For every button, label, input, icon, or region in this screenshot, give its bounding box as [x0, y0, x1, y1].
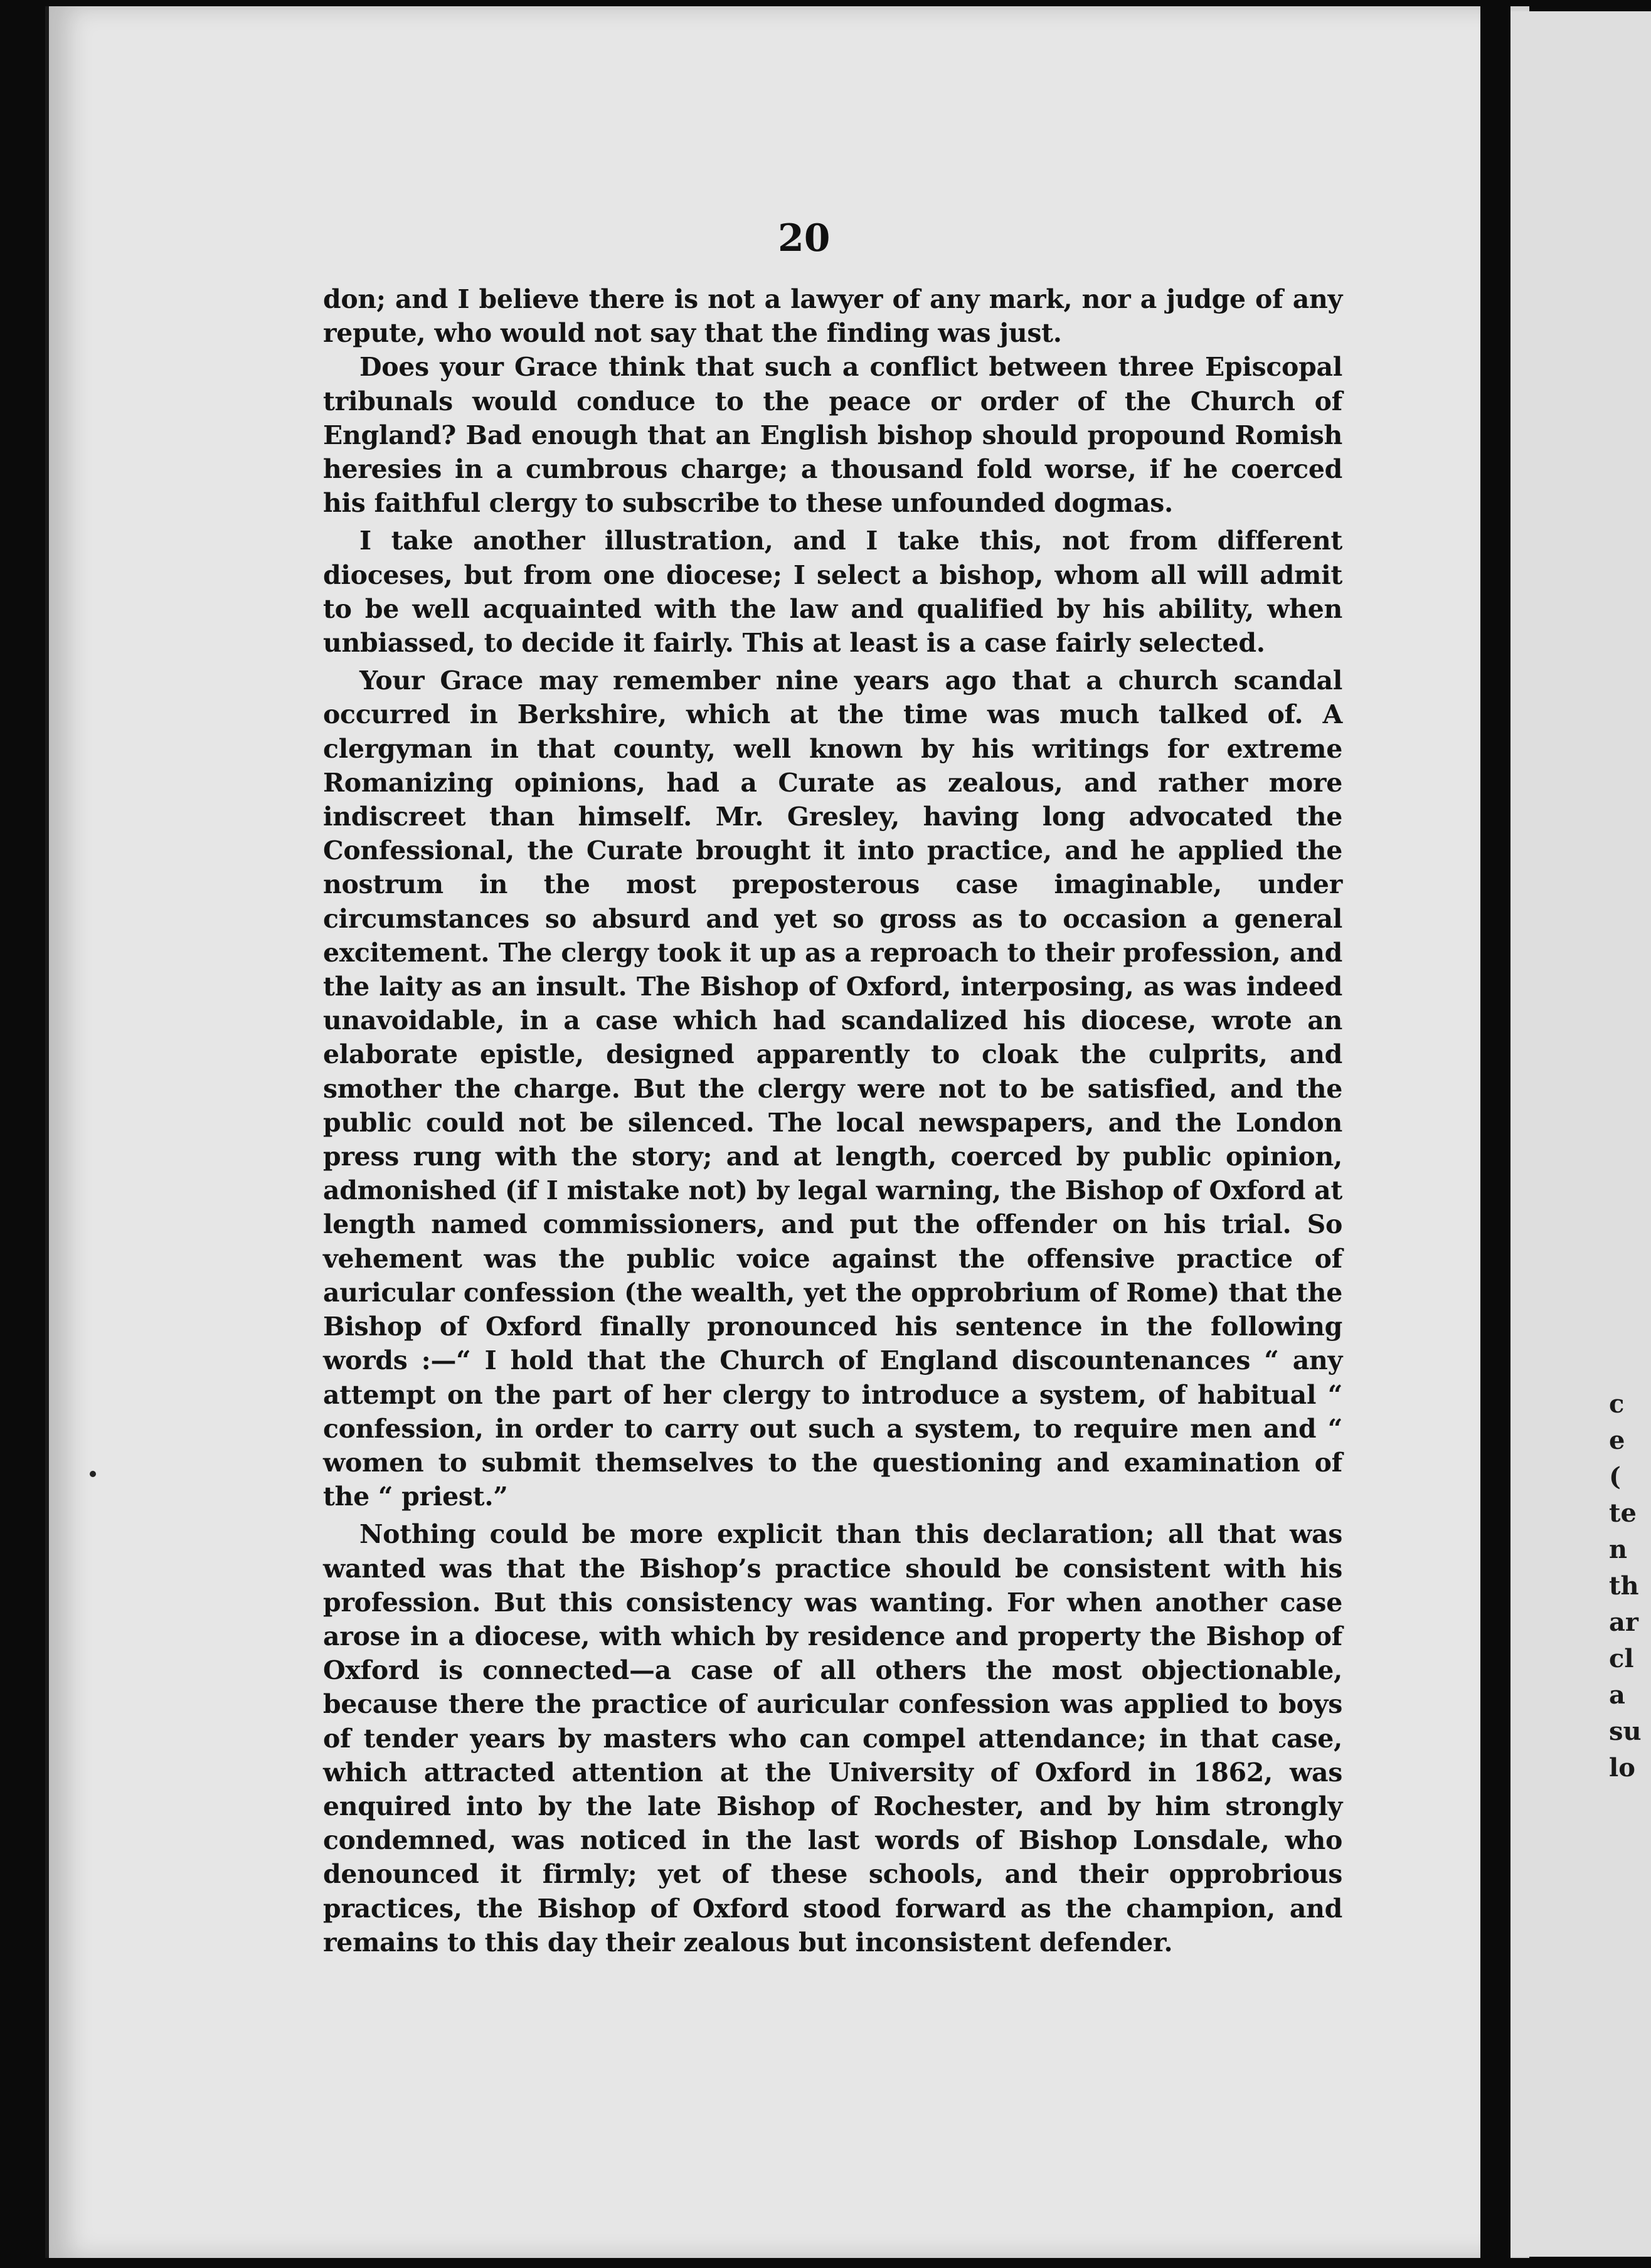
paragraph-4: Your Grace may remember nine years ago that a church scandal occurred in Berkshire, which at the time was much talked of. A clergyman in that county, well known by his writings for extreme Romanizing opinions, had a Curate as zealous, and rather more indiscreet than himself. Mr. Gresley, having long advocated the Confessional, the Curate brought it into practice, and he applied the nostrum in the most preposterous case imaginable, under circumstances so absurd and yet so gross as to occasion a general excitement. The clergy took it up as a reproach to their profession, and the laity as an insult. The Bishop of Oxford, interposing, as was indeed unavoidable, in a case which had scandalized his diocese, wrote an elaborate epistle, designed apparently to cloak the culprits, and smother the charge. But the clergy were not to be satisfied, and the public could not be silenced. The local newspapers, and the London press rung with the story; and at length, coerced by public opinion, admonished (if I mistake not) by legal warning, the Bishop of Oxford at length named commissioners, and put the offender on his trial. So vehement was the public voice against the offensive practice of auricular confession (the wealth, yet the opprobrium of Rome) that the Bishop of Oxford finally pronounced his sentence in the following words :—“ I hold that the Church of England discountenances “ any attempt on the part of her clergy to introduce a system, of habitual “ confession, in order to carry out such a system, to require men and “ women to submit themselves to the questioning and examination of the “ priest.” [323, 665, 1342, 1512]
fragment: c [1609, 1389, 1625, 1419]
fragment: a [1609, 1680, 1625, 1710]
fragment: ( [1609, 1462, 1621, 1492]
facing-page-fragments [1609, 1386, 1642, 1786]
paragraph-1: don; and I believe there is not a lawyer of any mark, nor a judge of any repute, who would not say that the finding was just. [323, 284, 1342, 349]
body-text [323, 282, 1342, 1959]
fragment: su [1609, 1717, 1642, 1746]
book-gutter [1480, 0, 1510, 2268]
fragment: cl [1609, 1644, 1634, 1673]
fragment: th [1609, 1571, 1639, 1601]
fragment: ar [1609, 1608, 1638, 1637]
page-number: 20 [778, 216, 831, 260]
facing-page-edge [1510, 11, 1651, 2257]
paragraph-2: Does your Grace think that such a conflict between three Episcopal tribunals would conduce to the peace or order of the Church of England? Bad enough that an English bishop should propound Romish heresies in a cumbrous charge; a thousand fold worse, if he coerced his faithful clergy to subscribe to these unfounded dogmas. [323, 352, 1342, 519]
fragment: te [1609, 1498, 1637, 1528]
paragraph-5: Nothing could be more explicit than this declaration; all that was wanted was that the Bishop’s practice should be consistent with his profession. But this consistency was wanting. For when another case arose in a diocese, with which by residence and property the Bishop of Oxford is connected—a case of all others the most objectionable, because there the practice of auricular confession was applied to boys of tender years by masters who can compel attendance; in that case, which attracted attention at the University of Oxford in 1862, was enquired into by the late Bishop of Rochester, and by him strongly condemned, was noticed in the last words of Bishop Lonsdale, who denounced it firmly; yet of these schools, and their opprobrious practices, the Bishop of Oxford stood forward as the champion, and remains to this day their zealous but inconsistent defender. [323, 1519, 1342, 1958]
margin-speck [90, 1471, 96, 1477]
fragment: n [1609, 1535, 1628, 1564]
fragment: e [1609, 1426, 1625, 1455]
fragment: lo [1609, 1753, 1635, 1783]
paragraph-3: I take another illustration, and I take this, not from different dioceses, but from one diocese; I select a bishop, whom all will admit to be well acquainted with the law and qualified by his ability, when unbiassed, to decide it fairly. This at least is a case fairly selected. [323, 526, 1342, 659]
